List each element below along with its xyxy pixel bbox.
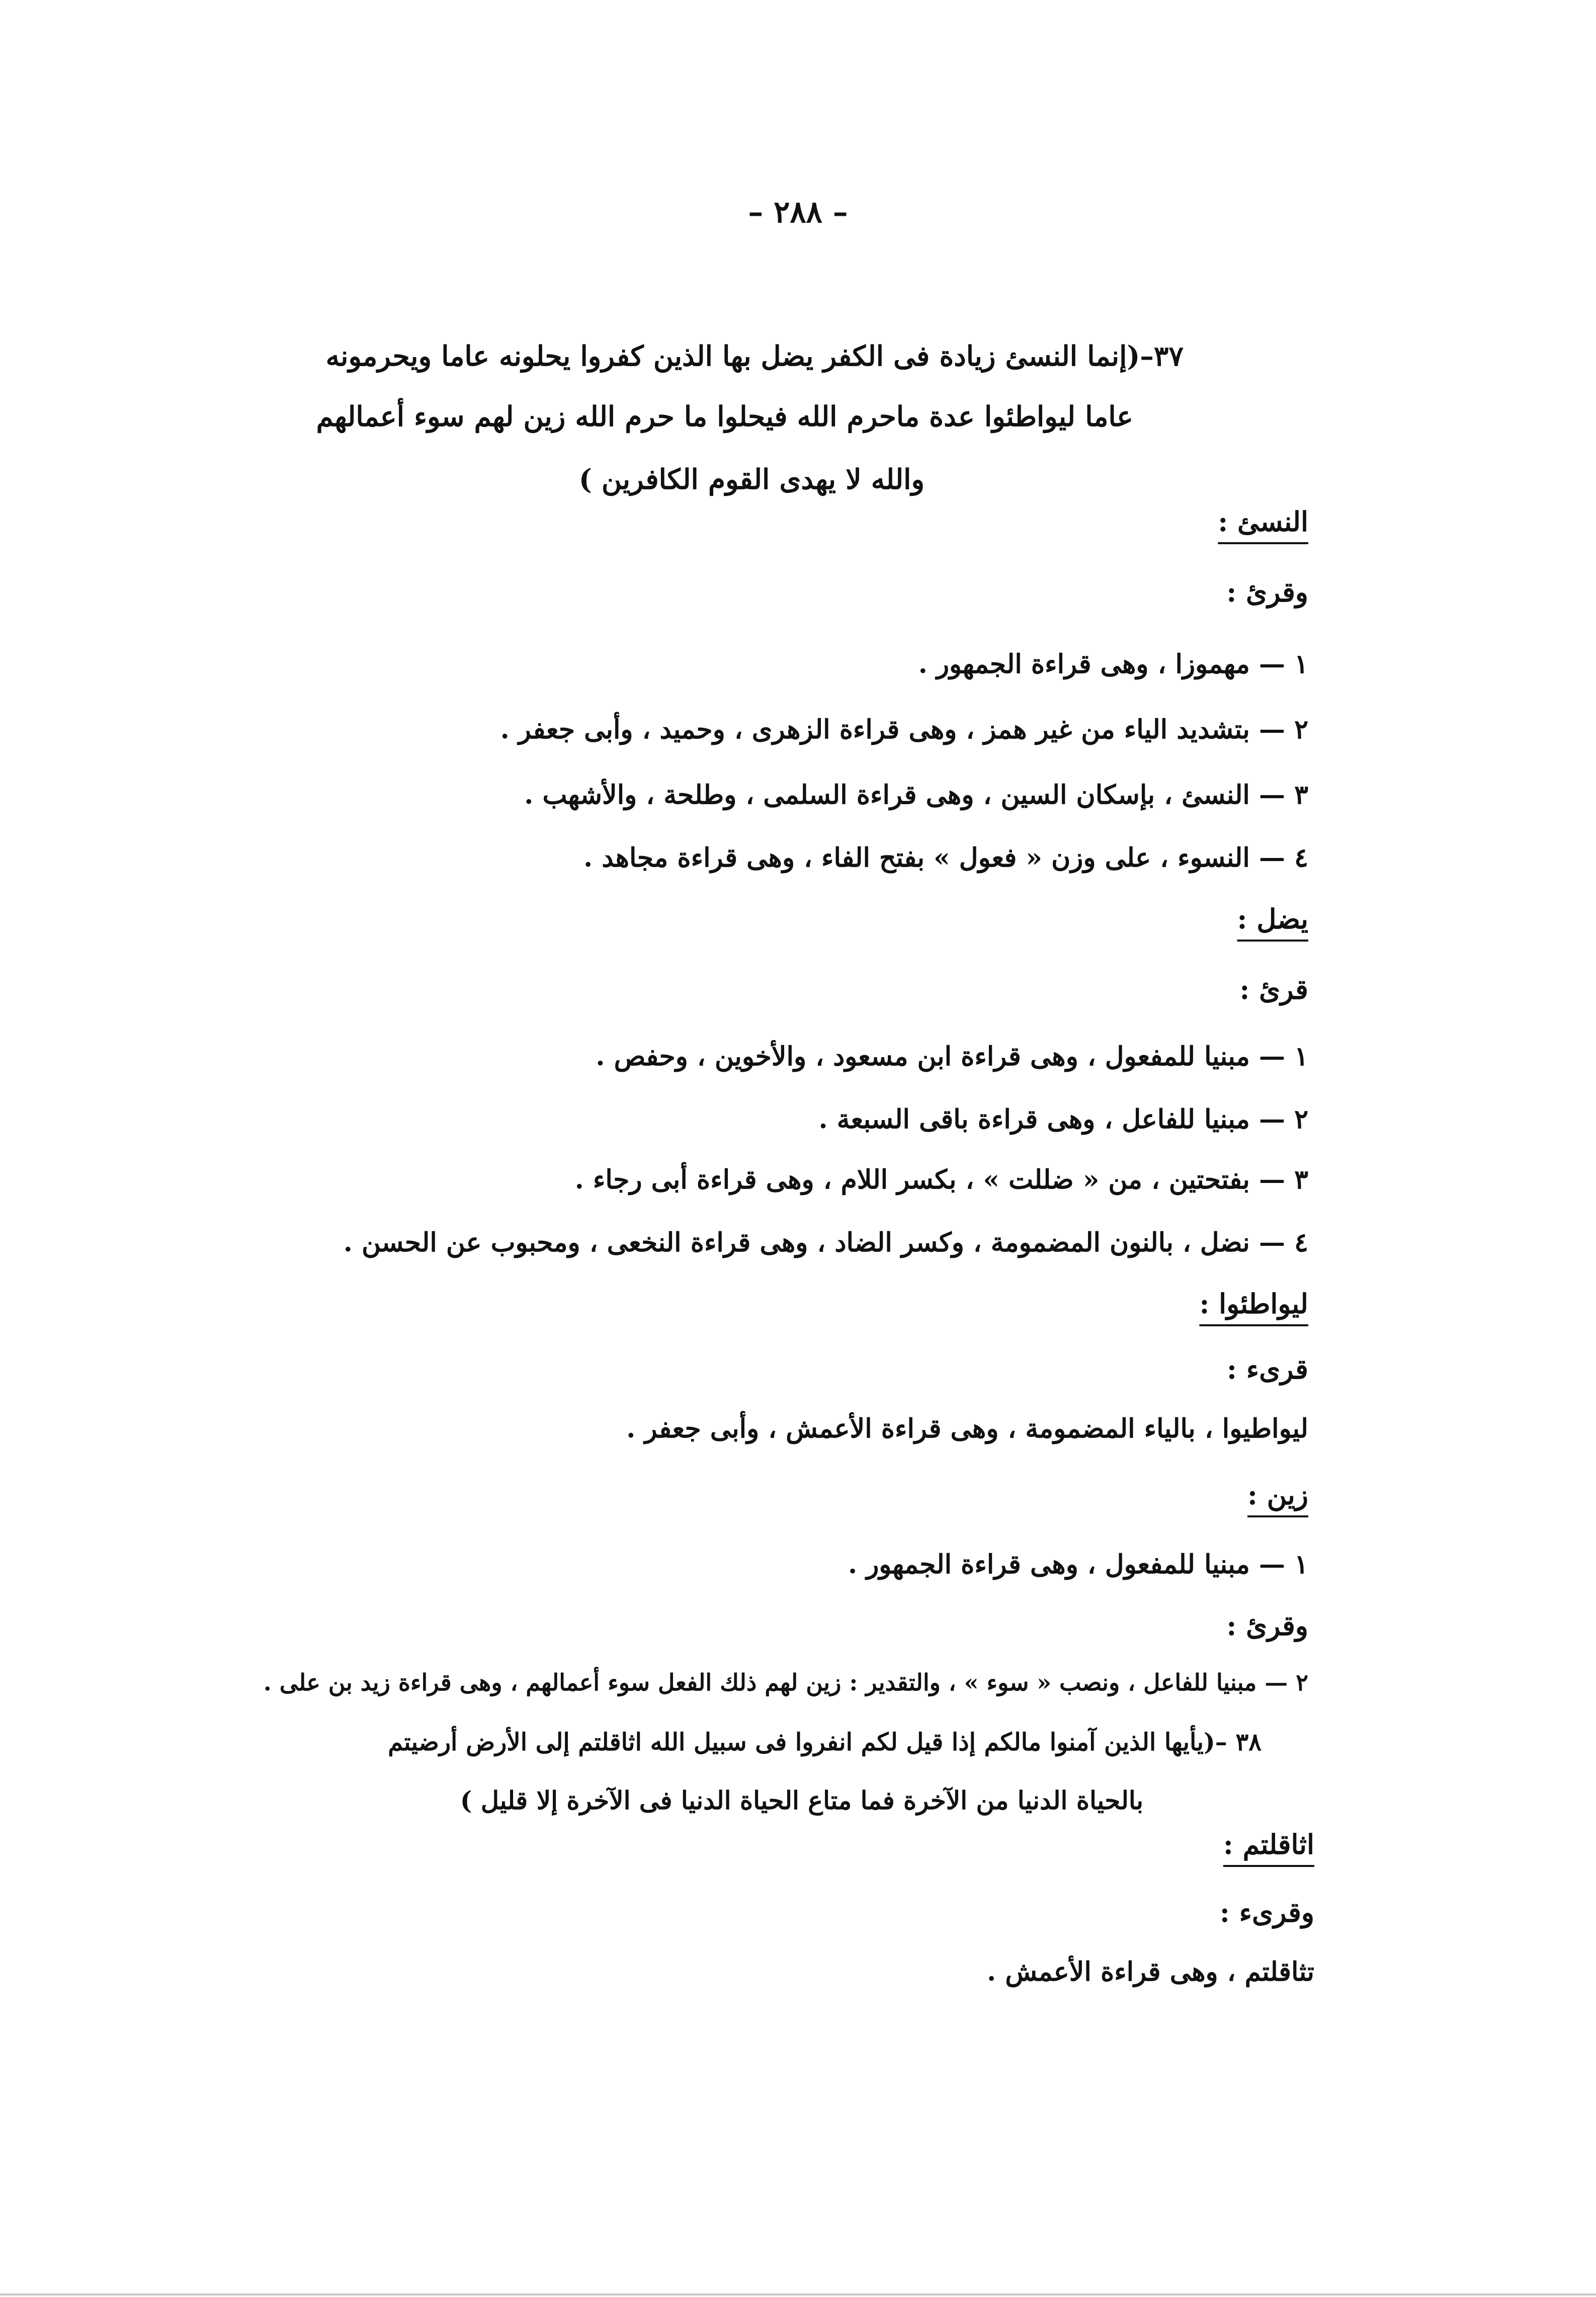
reading-item: ١ — مبنيا للمفعول ، وهى قراءة الجمهور . — [848, 1549, 1308, 1580]
reading-item: ٢ — مبنيا للفاعل ، وهى قراءة باقى السبعة . — [818, 1104, 1308, 1135]
section-heading-ithaqaltum: اثاقلتم : — [1223, 1828, 1314, 1860]
reading-item: ١ — مهموزا ، وهى قراءة الجمهور . — [918, 649, 1308, 679]
section-heading-nasi: النسئ : — [1218, 505, 1308, 538]
section-subheading: قرئ : — [1239, 973, 1308, 1005]
section-heading-yudall: يضل : — [1237, 903, 1308, 935]
section-heading-liyuwatiu: ليواطئوا : — [1199, 1288, 1308, 1320]
section-subheading: وقرىء : — [1219, 1896, 1314, 1928]
reading-item: ٤ — النسوء ، على وزن « فعول » بفتح الفاء ، وهى قراءة مجاهد . — [583, 842, 1308, 873]
reading-item: ٢ — مبنيا للفاعل ، ونصب « سوء » ، والتقدير : زين لهم ذلك الفعل سوء أعمالهم ، وهى قراءة زيد بن على . — [263, 1669, 1308, 1696]
reading-item: ٢ — بتشديد الياء من غير همز ، وهى قراءة الزهرى ، وحميد ، وأبى جعفر . — [500, 714, 1308, 745]
page-number: – ٢٨٨ – — [748, 195, 848, 230]
section-heading-zuyyina: زين : — [1247, 1479, 1308, 1511]
verse-38-line-1: ٣٨ –(يأيها الذين آمنوا مالكم إذا قيل لكم انفروا فى سبيل الله اثاقلتم إلى الأرض أرضيتم — [388, 1728, 1262, 1756]
reading-item: ١ — مبنيا للمفعول ، وهى قراءة ابن مسعود ، والأخوين ، وحفص . — [596, 1041, 1308, 1072]
verse-37-line-3: والله لا يهدى القوم الكافرين ) — [578, 463, 925, 495]
verse-38-line-2: بالحياة الدنيا من الآخرة فما متاع الحياة الدنيا فى الآخرة إلا قليل ) — [460, 1785, 1143, 1815]
verse-37-line-1: ٣٧–(إنما النسئ زيادة فى الكفر يضل بها الذين كفروا يحلونه عاما ويحرمونه — [325, 339, 1184, 372]
verse-37-line-2: عاما ليواطئوا عدة ماحرم الله فيحلوا ما حرم الله زين لهم سوء أعمالهم — [316, 400, 1133, 433]
reading-item: ٣ — النسئ ، بإسكان السين ، وهى قراءة السلمى ، وطلحة ، والأشهب . — [524, 780, 1308, 810]
section-subheading: وقرئ : — [1226, 576, 1308, 608]
reading-item: ٣ — بفتحتين ، من « ضللت » ، بكسر اللام ، وهى قراءة أبى رجاء . — [574, 1164, 1308, 1195]
section-subheading: وقرئ : — [1226, 1609, 1308, 1642]
page-bottom-rule — [0, 2293, 1596, 2295]
section-subheading: قرىء : — [1227, 1353, 1308, 1385]
reading-text: ليواطيوا ، بالياء المضمومة ، وهى قراءة الأعمش ، وأبى جعفر . — [626, 1413, 1308, 1444]
reading-item: ٤ — نضل ، بالنون المضمومة ، وكسر الضاد ، وهى قراءة النخعى ، ومحبوب عن الحسن . — [343, 1227, 1308, 1258]
reading-text: تثاقلتم ، وهى قراءة الأعمش . — [987, 1956, 1314, 1987]
